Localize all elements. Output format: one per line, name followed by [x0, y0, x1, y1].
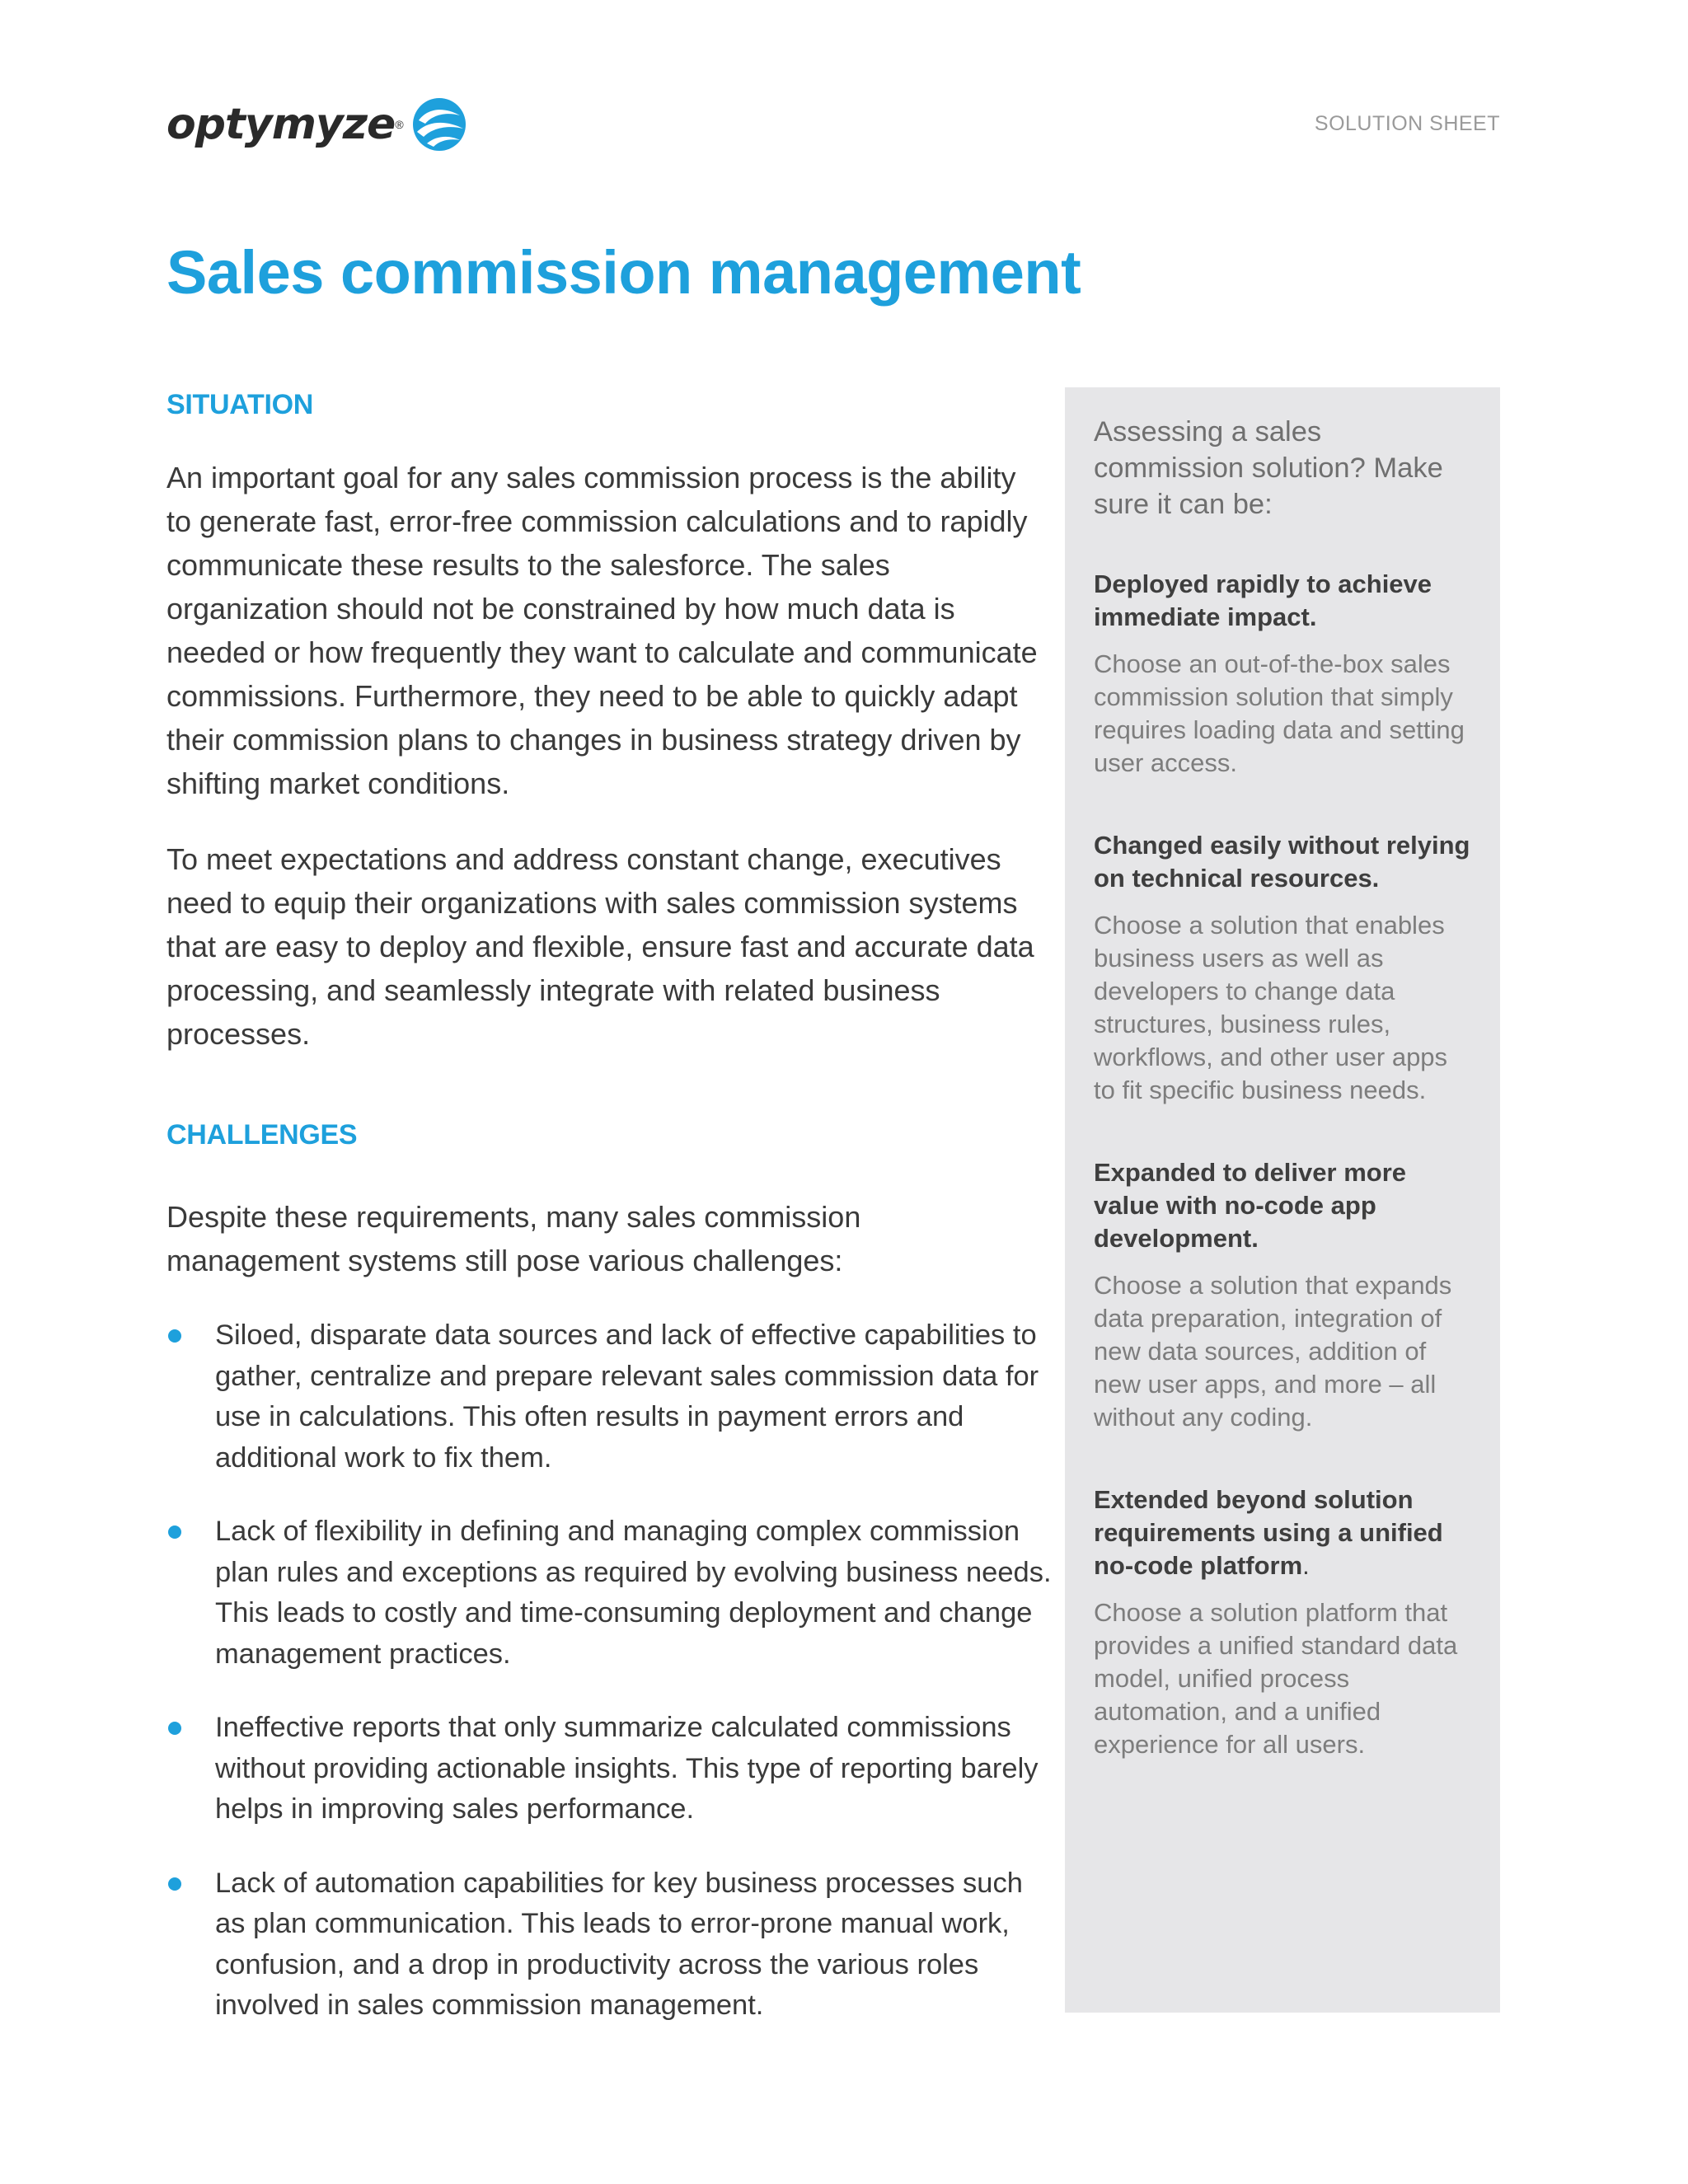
wave-swirl-icon	[409, 96, 470, 153]
optymyze-logo	[166, 96, 470, 153]
sidebar-item-title	[1094, 1483, 1470, 1582]
challenges-heading: CHALLENGES	[166, 1119, 358, 1151]
sidebar-item-title-text: Extended beyond solution requirements using a unified no-code platform	[1094, 1485, 1443, 1580]
situation-paragraph-2: To meet expectations and address constant change, executives need to equip their organizations with sales commission systems that are easy to deploy and flexible, ensure fast and accurate data processing, and seamlessly integrate with related business processes.	[166, 842, 1034, 1051]
bullet-dot-icon	[168, 1329, 181, 1343]
document-type-label: SOLUTION SHEET	[1314, 112, 1500, 135]
sidebar-item-title	[1094, 1156, 1470, 1255]
sidebar-item-title	[1094, 568, 1470, 634]
sidebar-item-title-text: Changed easily without relying on technical resources.	[1094, 831, 1470, 893]
sidebar-item-body: Choose a solution that enables business users as well as developers to change data structures, business rules, workflows, and other user apps to fit specific business needs.	[1094, 911, 1448, 1104]
page-title: Sales commission management	[166, 238, 1081, 307]
bullet-text: Lack of flexibility in defining and managing complex commission plan rules and exceptions as required by evolving business needs. This leads to costly and time-consuming deployment and change management practices.	[215, 1516, 1052, 1670]
bullet-dot-icon	[168, 1877, 181, 1891]
page-header	[166, 92, 1500, 166]
logo-registered-mark: ®	[395, 118, 404, 131]
sidebar-item-title	[1094, 829, 1470, 895]
assessment-sidebar	[1065, 387, 1500, 2013]
bullet-text: Lack of automation capabilities for key business processes such as plan communication. This leads to error-prone manual work, confusion, and a drop in productivity across the various roles involved in sales commission management.	[215, 1867, 1023, 2021]
main-content	[166, 389, 1057, 2060]
list-item	[166, 1511, 1057, 1675]
sidebar-item-body: Choose a solution platform that provides a unified standard data model, unified process automation, and a unified experience for all users.	[1094, 1598, 1458, 1759]
bullet-dot-icon	[168, 1722, 181, 1735]
challenges-list	[166, 1315, 1057, 2027]
logo-wordmark: optymyze	[166, 100, 396, 149]
bullet-dot-icon	[168, 1526, 181, 1539]
sidebar-item-title-text: Expanded to deliver more value with no-code app development.	[1094, 1158, 1406, 1253]
sidebar-intro: Assessing a sales commission solution? Make sure it can be:	[1094, 416, 1443, 520]
bullet-text: Ineffective reports that only summarize calculated commissions without providing actionable insights. This type of reporting barely helps in improving sales performance.	[215, 1712, 1039, 1825]
sidebar-item-title-tail: .	[1302, 1551, 1310, 1580]
list-item	[166, 1863, 1057, 2027]
list-item	[166, 1315, 1057, 1479]
sidebar-item-body: Choose a solution that expands data preparation, integration of new data sources, addition of new user apps, and more – all without any coding.	[1094, 1271, 1452, 1432]
situation-paragraph-1: An important goal for any sales commission process is the ability to generate fast, error-free commission calculations and to rapidly communicate these results to the salesforce. The sales organization should not be constrained by how much data is needed or how frequently they want to calculate and communicate commissions. Furthermore, they need to be able to quickly adapt their commission plans to changes in business strategy driven by shifting market conditions.	[166, 461, 1038, 800]
list-item	[166, 1708, 1057, 1830]
sidebar-item-body: Choose an out-of-the-box sales commission solution that simply requires loading data and setting user access.	[1094, 649, 1465, 777]
challenges-intro: Despite these requirements, many sales commission management systems still pose various challenges:	[166, 1200, 861, 1277]
bullet-text: Siloed, disparate data sources and lack of effective capabilities to gather, centralize and prepare relevant sales commission data for use in calculations. This often results in payment errors and additional work to fix them.	[215, 1319, 1039, 1474]
situation-heading: SITUATION	[166, 389, 313, 420]
sidebar-item-title-text: Deployed rapidly to achieve immediate impact.	[1094, 569, 1432, 631]
